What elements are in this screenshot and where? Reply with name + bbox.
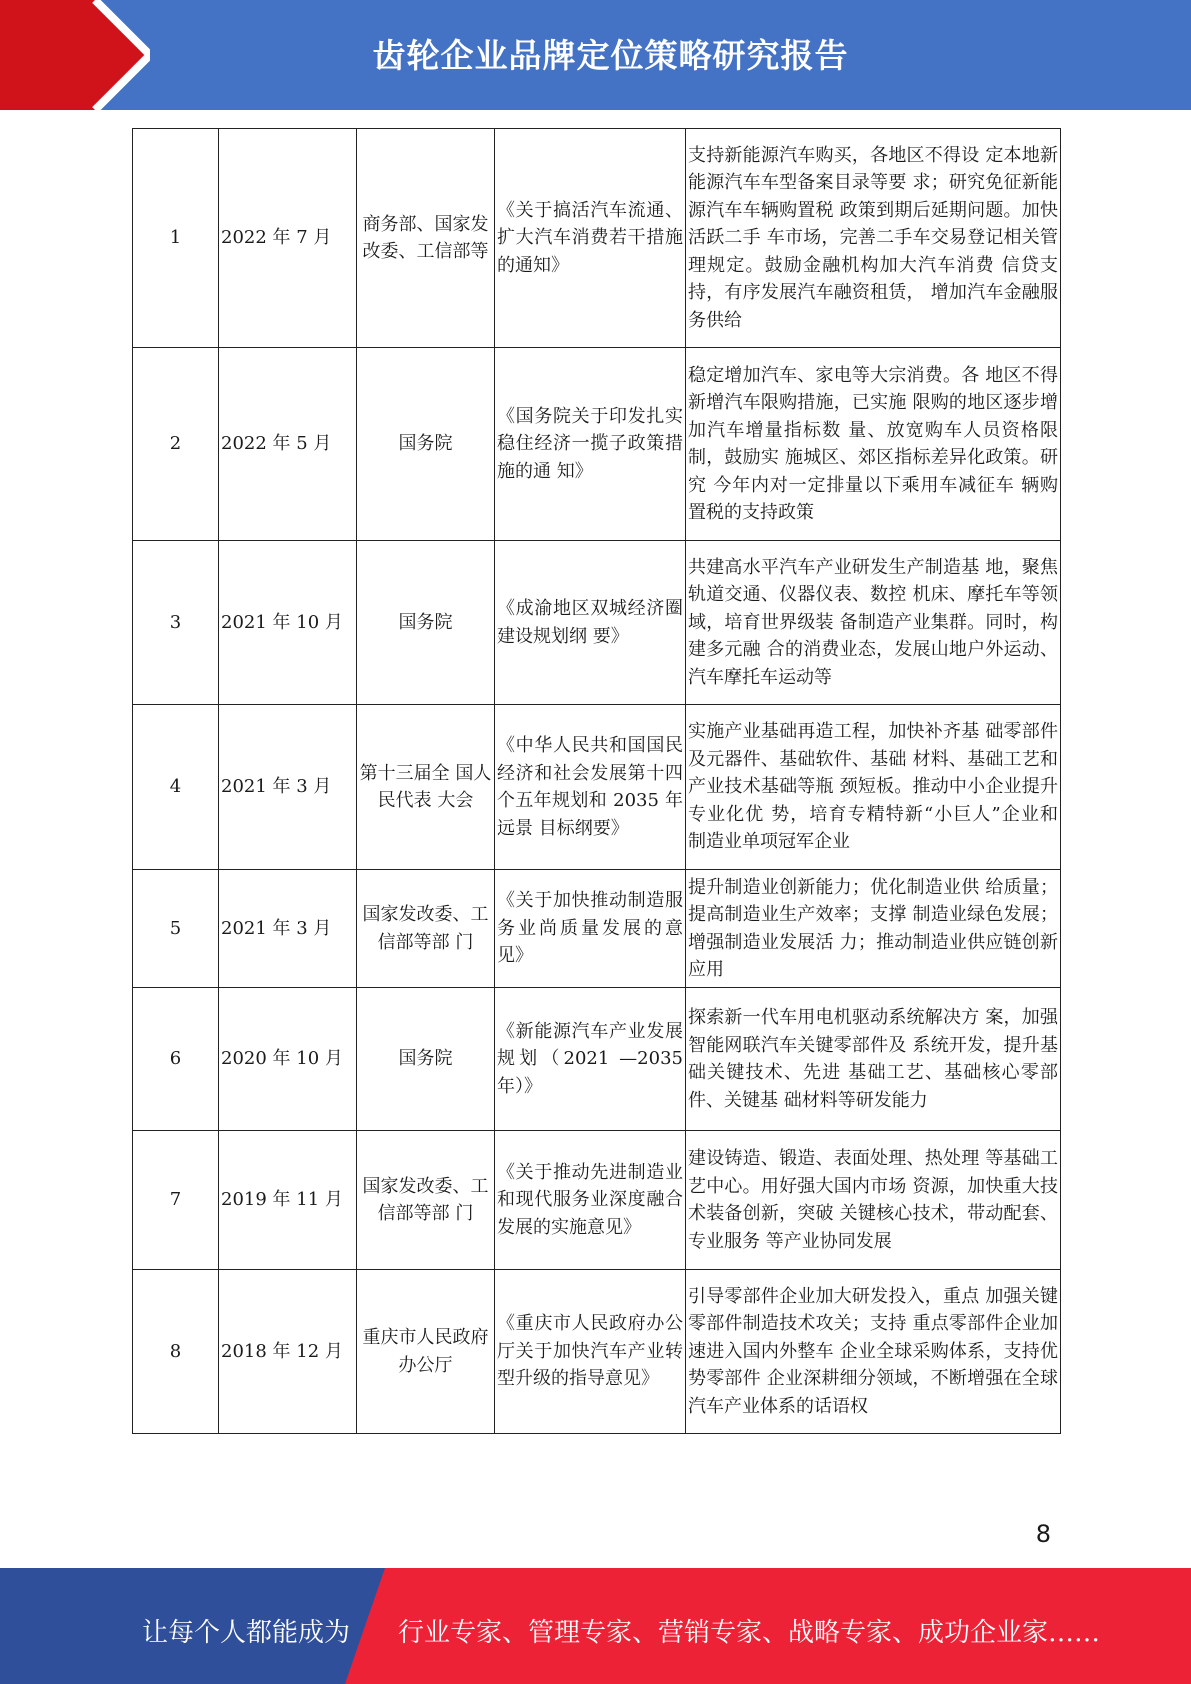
row-document: 《新能源汽车产业发展规划（2021 —2035 年）》 <box>495 988 686 1131</box>
table-row <box>133 348 1061 541</box>
row-number: 4 <box>133 705 219 870</box>
page-header <box>0 0 1191 110</box>
row-number: 3 <box>133 541 219 705</box>
table-row <box>133 1131 1061 1270</box>
row-department: 商务部、国家发改委、工信部等 <box>357 129 495 348</box>
table-row <box>133 705 1061 870</box>
page-number: 8 <box>1035 1520 1051 1548</box>
table-row <box>133 870 1061 988</box>
row-number: 5 <box>133 870 219 988</box>
row-document: 《关于推动先进制造业和现代服务业深度融合发展的实施意见》 <box>495 1131 686 1270</box>
row-date: 2021 年 3 月 <box>219 870 357 988</box>
table-row <box>133 541 1061 705</box>
row-document: 《关于加快推动制造服务业尚质量发展的意见》 <box>495 870 686 988</box>
row-document: 《成渝地区双城经济圈建设规划纲 要》 <box>495 541 686 705</box>
row-document: 《重庆市人民政府办公厅关于加快汽车产业转型升级的指导意见》 <box>495 1270 686 1434</box>
report-title: 齿轮企业品牌定位策略研究报告 <box>372 36 849 75</box>
row-content: 共建高水平汽车产业研发生产制造基 地，聚焦轨道交通、仪器仪表、数控 机床、摩托车等领域，培育世界级装 备制造产业集群。同时，构建多元融 合的消费业态，发展山地户外运动、 汽车摩托车运动等 <box>686 541 1061 705</box>
row-department: 国务院 <box>357 541 495 705</box>
row-date: 2022 年 5 月 <box>219 348 357 541</box>
row-department: 国务院 <box>357 348 495 541</box>
row-department: 国务院 <box>357 988 495 1131</box>
row-number: 1 <box>133 129 219 348</box>
row-number: 7 <box>133 1131 219 1270</box>
row-content: 引导零部件企业加大研发投入，重点 加强关键零部件制造技术攻关；支持 重点零部件企业加速进入国内外整车 企业全球采购体系，支持优势零部件 企业深耕细分领域，不断增强在全球 汽车产业体系的话语权 <box>686 1270 1061 1434</box>
row-date: 2021 年 10 月 <box>219 541 357 705</box>
row-department: 国家发改委、工信部等部 门 <box>357 870 495 988</box>
row-date: 2021 年 3 月 <box>219 705 357 870</box>
row-department: 重庆市人民政府办公厅 <box>357 1270 495 1434</box>
row-document: 《中华人民共和国国民经济和社会发展第十四个五年规划和 2035 年远景 目标纲要》 <box>495 705 686 870</box>
row-date: 2022 年 7 月 <box>219 129 357 348</box>
row-number: 2 <box>133 348 219 541</box>
row-number: 8 <box>133 1270 219 1434</box>
row-document: 《关于搞活汽车流通、扩大汽车消费若干措施的通知》 <box>495 129 686 348</box>
row-content: 提升制造业创新能力；优化制造业供 给质量；提高制造业生产效率；支撑 制造业绿色发展；增强制造业发展活 力；推动制造业供应链创新应用 <box>686 870 1061 988</box>
row-number: 6 <box>133 988 219 1131</box>
row-date: 2018 年 12 月 <box>219 1270 357 1434</box>
row-content: 实施产业基础再造工程，加快补齐基 础零部件及元器件、基础软件、基础 材料、基础工艺和产业技术基础等瓶 颈短板。推动中小企业提升专业化优 势，培育专精特新“小巨人”企业和 制造业单项冠军企业 <box>686 705 1061 870</box>
footer-slogan-right: 行业专家、管理专家、营销专家、战略专家、成功企业家…… <box>398 1618 1101 1648</box>
row-content: 稳定增加汽车、家电等大宗消费。各 地区不得新增汽车限购措施，已实施 限购的地区逐步增加汽车增量指标数 量、放宽购车人员资格限制，鼓励实 施城区、郊区指标差异化政策。研究 今年内对一定排量以下乘用车减征车 辆购置税的支持政策 <box>686 348 1061 541</box>
table-row <box>133 129 1061 348</box>
row-content: 探索新一代车用电机驱动系统解决方 案，加强智能网联汽车关键零部件及 系统开发，提升基础关键技术、先进 基础工艺、基础核心零部件、关键基 础材料等研发能力 <box>686 988 1061 1131</box>
row-date: 2020 年 10 月 <box>219 988 357 1131</box>
table-row <box>133 988 1061 1131</box>
row-department: 国家发改委、工信部等部 门 <box>357 1131 495 1270</box>
row-date: 2019 年 11 月 <box>219 1131 357 1270</box>
row-document: 《国务院关于印发扎实稳住经济一揽子政策措施的通 知》 <box>495 348 686 541</box>
footer-slogan-left: 让每个人都能成为 <box>142 1618 351 1648</box>
page-footer <box>0 1568 1191 1684</box>
row-department: 第十三届全 国人民代表 大会 <box>357 705 495 870</box>
table-row <box>133 1270 1061 1434</box>
row-content: 建设铸造、锻造、表面处理、热处理 等基础工艺中心。用好强大国内市场 资源，加快重大技术装备创新，突破 关键核心技术，带动配套、专业服务 等产业协同发展 <box>686 1131 1061 1270</box>
row-content: 支持新能源汽车购买，各地区不得设 定本地新能源汽车车型备案目录等要 求；研究免征新能源汽车车辆购置税 政策到期后延期问题。加快活跃二手 车市场，完善二手车交易登记相关管 理规定。鼓励金融机构加大汽车消费 信贷支持，有序发展汽车融资租赁， 增加汽车金融服务供给 <box>686 129 1061 348</box>
policy-table <box>132 128 1061 1434</box>
